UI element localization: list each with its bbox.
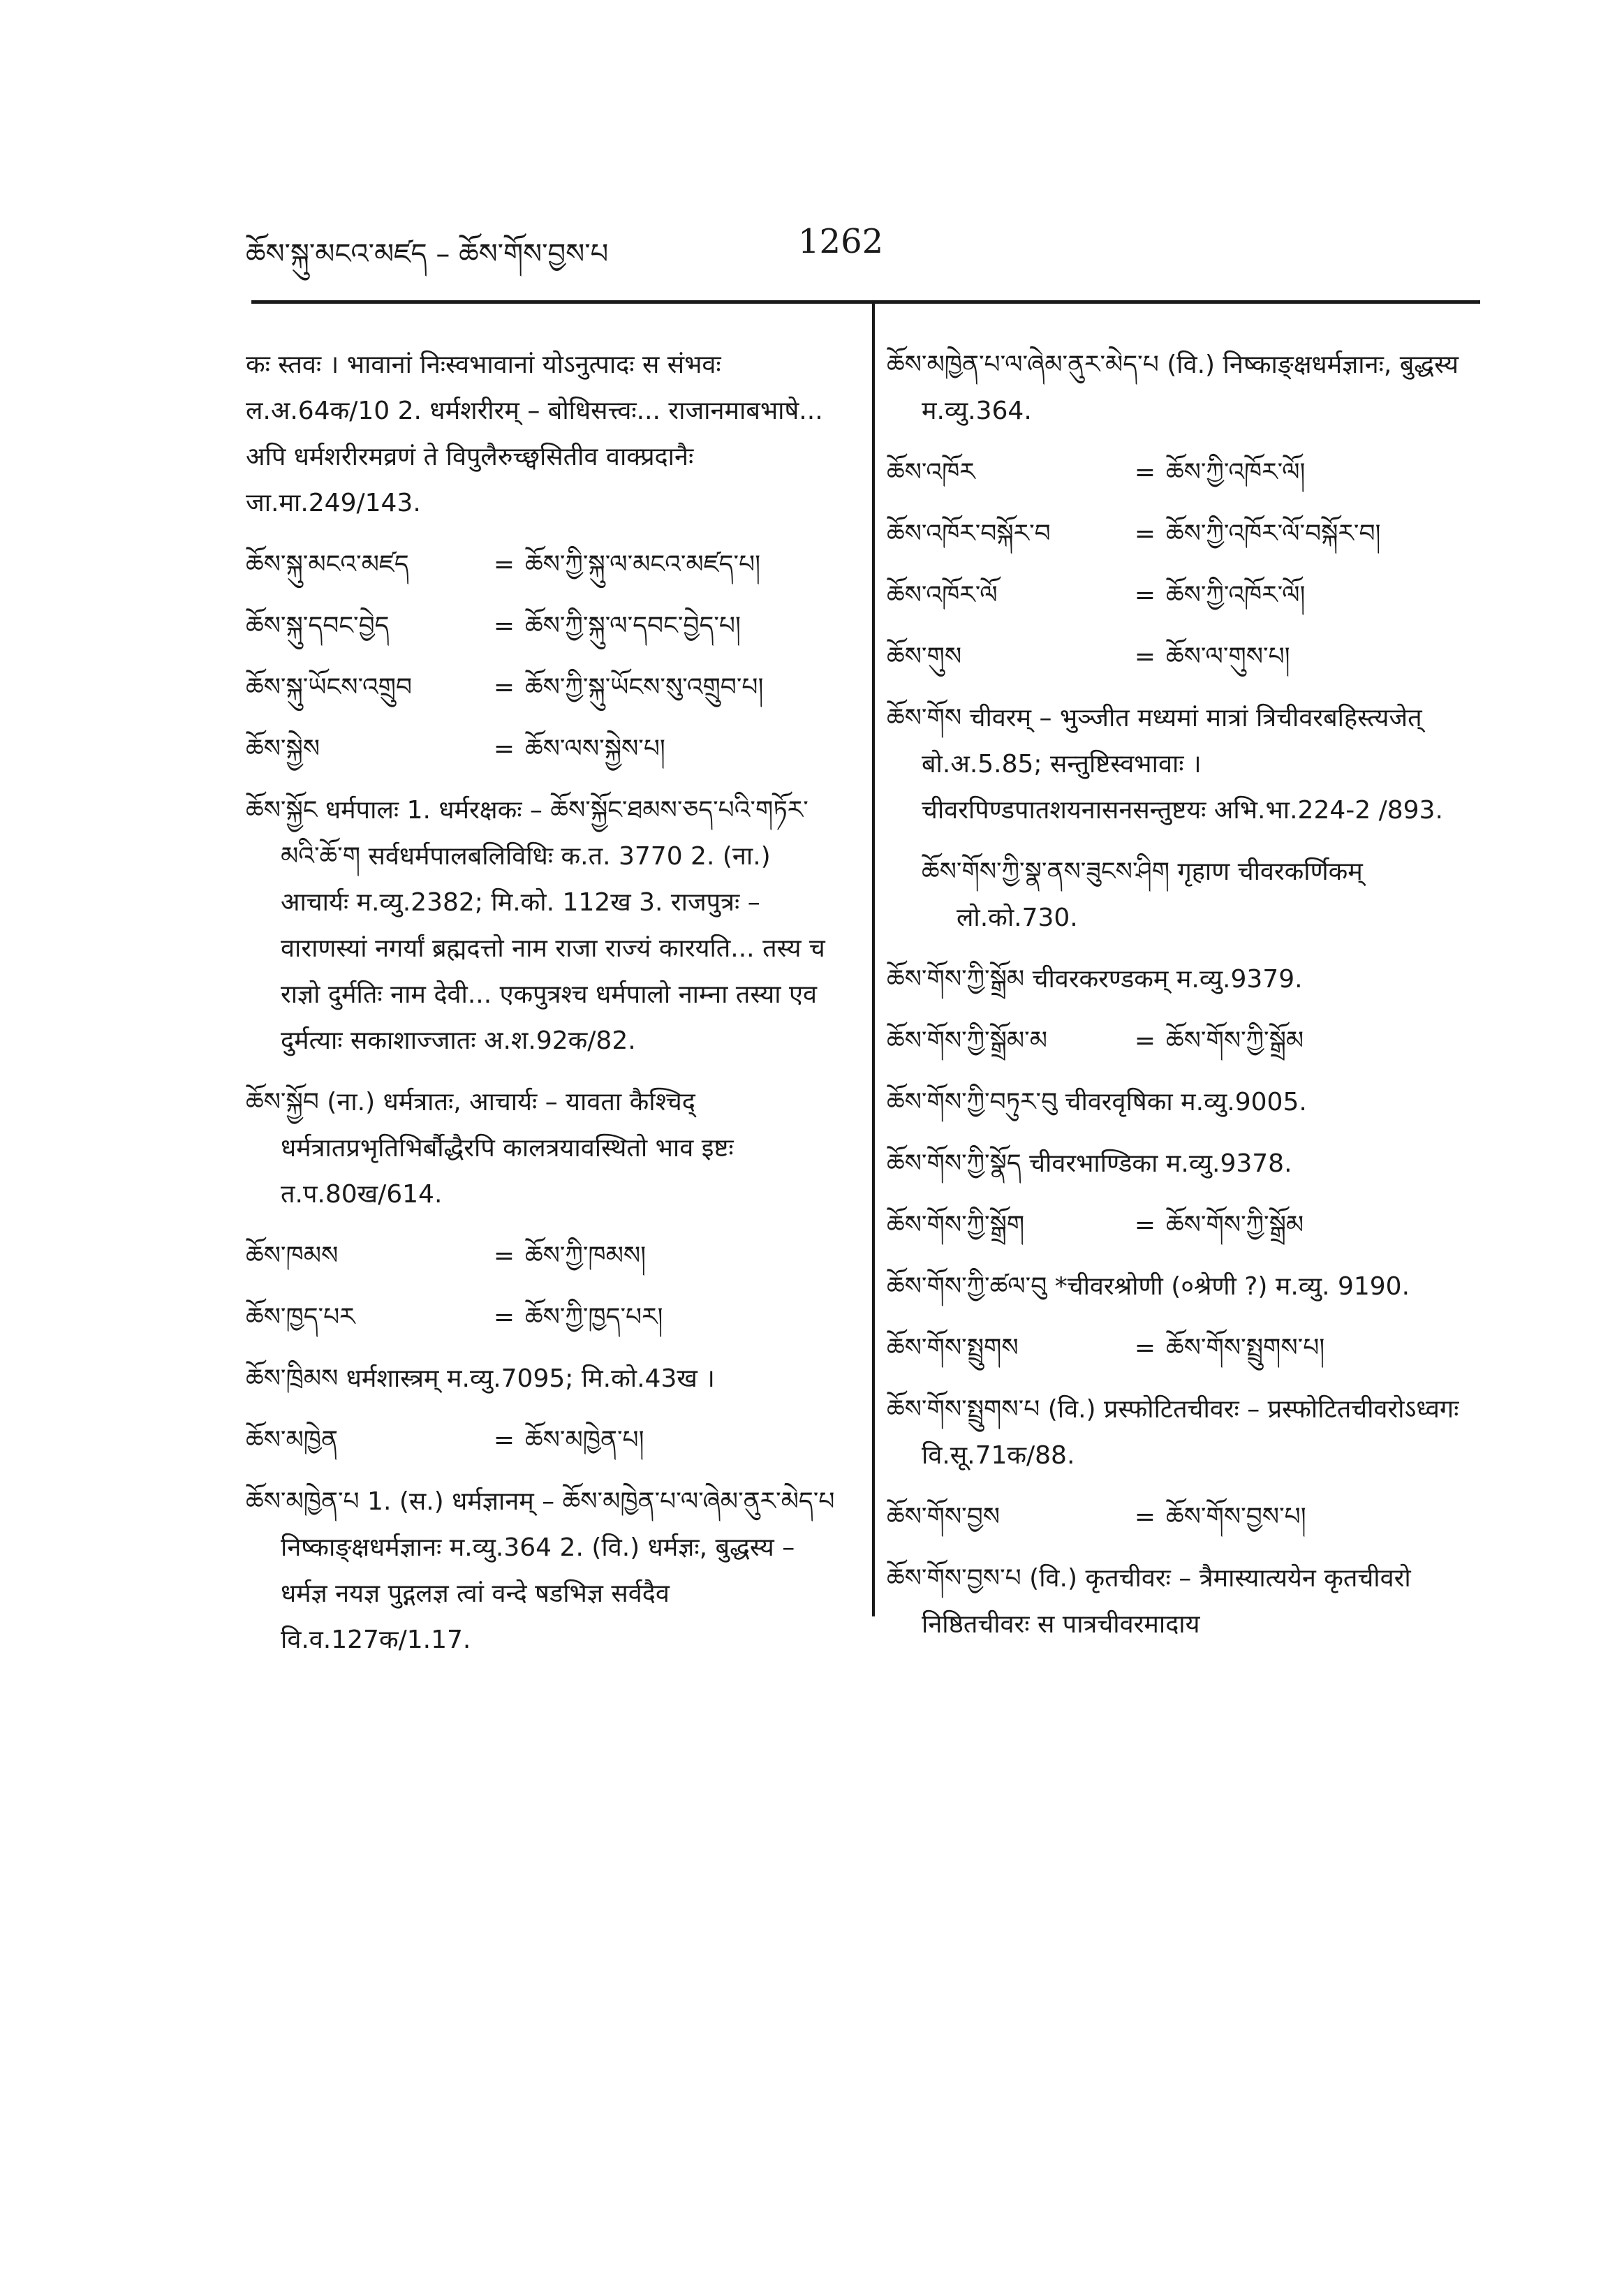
equals-sign: = bbox=[493, 550, 515, 579]
entry: ཆོས་གོས་བྱས་པ (वि.) कृतचीवरः – त्रैमास्यात्ययेन कृतचीवरो निष्ठितचीवरः स पात्रचीवरमादाय bbox=[887, 1564, 1411, 1639]
entry-crossref bbox=[246, 1295, 846, 1341]
crossref-target: ཆོས་ལ་གུས་པ། bbox=[1166, 642, 1290, 671]
crossref-target: ཆོས་ལས་སྐྱེས་པ། bbox=[525, 735, 665, 763]
entry-crossref bbox=[246, 603, 846, 649]
crossref-target: ཆོས་གོས་སྤྲུགས་པ། bbox=[1166, 1334, 1325, 1362]
entry-crossref bbox=[246, 1417, 846, 1464]
headword: ཆོས་སྐུ་ཡོངས་འགྲུབ bbox=[246, 673, 413, 702]
crossref-target: ཆོས་ཀྱི་འཁོར་ལོ། bbox=[1166, 458, 1306, 487]
entry-crossref bbox=[246, 1233, 846, 1279]
equals-sign: = bbox=[1134, 581, 1156, 610]
entry-crossref bbox=[887, 634, 1487, 680]
headword: ཆོས་སྐྱེས bbox=[246, 735, 320, 763]
entry: ཆོས་གོས་ཀྱི་སྣོད चीवरभाण्डिका म.व्यु.9378. bbox=[887, 1149, 1292, 1178]
entry: ཆོས་སྐྱོབ (ना.) धर्मत्रातः, आचार्यः – यावता कैश्चिद् धर्मत्रातप्रभृतिभिर्बौद्धैरपि कालत्रयावस्थितो भाव इष्टः त.प.80ख/614. bbox=[246, 1088, 734, 1209]
entry: ཆོས་སྐྱོང धर्मपालः 1. धर्मरक्षकः – ཆོས་སྐྱོང་ཐམས་ཅད་པའི་གཏོར་མའི་ཆོ་ག सर्वधर्मपालबलिविधिः क.त. 3770 2. (ना.) आचार्यः म.व्यु.2382; मि.को. 112ख 3. राजपुत्रः – वाराणस्यां नगर्यां ब्रह्मदत्तो नाम राजा राज्यं कारयति... तस्य च राज्ञो दुर्मतिः नाम देवी... एकपुत्रश्च धर्मपालो नाम्ना तस्या एव दुर्मत्याः सकाशाज्जातः अ.श.92क/82. bbox=[246, 796, 825, 1055]
headword: ཆོས་སྐུ་དབང་བྱེད bbox=[246, 612, 390, 640]
equals-sign: = bbox=[1134, 519, 1156, 548]
headword: ཆོས་གོས་ཀྱི་སྒྲོག bbox=[887, 1211, 1025, 1239]
crossref-target: ཆོས་ཀྱི་འཁོར་ལོ། bbox=[1166, 581, 1306, 610]
entry: ཆོས་མཁྱེན་པ 1. (स.) धर्मज्ञानम् – ཆོས་མཁྱེན་པ་ལ་ཞེམ་ནུར་མེད་པ निष्काङ्क्षधर्मज्ञानः म.व्यु.364 2. (वि.) धर्मज्ञः, बुद्धस्य – धर्मज्ञ नयज्ञ पुद्गलज्ञ त्वां वन्दे षडभिज्ञ सर्वदैव वि.व.127क/1.17. bbox=[246, 1487, 835, 1654]
crossref-target: ཆོས་ཀྱི་ཁམས། bbox=[525, 1241, 647, 1270]
entry: ཆོས་གོས चीवरम् – भुञ्जीत मध्यमां मात्रां त्रिचीवरबहिस्त्यजेत् बो.अ.5.85; सन्तुष्टिस्वभावाः । चीवरपिण्डपातशयनासनसन्तुष्टयः अभि.भा.224-2 /893. bbox=[887, 704, 1443, 825]
entry-crossref bbox=[246, 726, 846, 772]
equals-sign: = bbox=[493, 1241, 515, 1270]
crossref-target: ཆོས་མཁྱེན་པ། bbox=[525, 1426, 644, 1454]
entry: ཆོས་གོས་སྤྲུགས་པ (वि.) प्रस्फोटितचीवरः – प्रस्फोटितचीवरोऽध्वगः वि.सू.71क/88. bbox=[887, 1395, 1459, 1470]
entry-crossref bbox=[246, 665, 846, 711]
headword: ཆོས་ཁམས bbox=[246, 1241, 339, 1270]
left-column bbox=[246, 342, 846, 1679]
entry: ཆོས་ཁྲིམས धर्मशास्त्रम् म.व्यु.7095; मि.को.43ख । bbox=[246, 1364, 715, 1393]
equals-sign: = bbox=[1134, 1503, 1156, 1531]
running-head: ཆོས་སྐུ་མངའ་མཛད – ཆོས་གོས་བྱས་པ bbox=[246, 238, 609, 270]
entry-crossref bbox=[887, 1202, 1487, 1248]
headword: ཆོས་གོས་བྱས bbox=[887, 1503, 1001, 1531]
equals-sign: = bbox=[493, 1303, 515, 1332]
equals-sign: = bbox=[493, 673, 515, 702]
entry: ཆོས་གོས་ཀྱི་ཚལ་བུ *चीवरश्रोणी (०श्रेणी ?) म.व्यु. 9190. bbox=[887, 1272, 1410, 1301]
equals-sign: = bbox=[493, 735, 515, 763]
equals-sign: = bbox=[493, 612, 515, 640]
crossref-target: ཆོས་གོས་ཀྱི་སྒྲོམ bbox=[1166, 1211, 1304, 1239]
headword: ཆོས་སྐུ་མངའ་མཛད bbox=[246, 550, 409, 579]
entry: ཆོས་གོས་ཀྱི་བཏུར་བུ चीवरवृषिका म.व्यु.9005. bbox=[887, 1088, 1307, 1116]
crossref-target: ཆོས་ཀྱི་སྐུ་ལ་མངའ་མཛད་པ། bbox=[525, 550, 761, 579]
entry-crossref bbox=[887, 573, 1487, 619]
equals-sign: = bbox=[1134, 1334, 1156, 1362]
header-rule bbox=[251, 300, 1480, 304]
headword: ཆོས་གོས་སྤྲུགས bbox=[887, 1334, 1019, 1362]
entry-crossref bbox=[887, 1494, 1487, 1540]
page-number: 1262 bbox=[798, 222, 884, 261]
entry: ཆོས་གོས་ཀྱི་སྒྲོམ चीवरकरण्डकम् म.व्यु.9379. bbox=[887, 965, 1303, 994]
entry-crossref bbox=[246, 542, 846, 588]
entry-crossref bbox=[887, 511, 1487, 557]
headword: ཆོས་མཁྱེན bbox=[246, 1426, 338, 1454]
column-divider bbox=[872, 304, 875, 1616]
entry: ཆོས་མཁྱེན་པ་ལ་ཞེམ་ནུར་མེད་པ (वि.) निष्काङ्क्षधर्मज्ञानः, बुद्धस्य म.व्यु.364. bbox=[887, 351, 1459, 425]
crossref-target: ཆོས་གོས་ཀྱི་སྒྲོམ bbox=[1166, 1026, 1304, 1055]
crossref-target: ཆོས་ཀྱི་ཁྱད་པར། bbox=[525, 1303, 663, 1332]
crossref-target: ཆོས་ཀྱི་སྐུ་ཡོངས་སུ་འགྲུབ་པ། bbox=[525, 673, 764, 702]
entry-crossref bbox=[887, 450, 1487, 496]
headword: ཆོས་གོས་ཀྱི་སྒྲོམ་མ bbox=[887, 1026, 1048, 1055]
headword: ཆོས་ཁྱད་པར bbox=[246, 1303, 355, 1332]
crossref-target: ཆོས་གོས་བྱས་པ། bbox=[1166, 1503, 1306, 1531]
equals-sign: = bbox=[1134, 458, 1156, 487]
entry-crossref bbox=[887, 1325, 1487, 1371]
entry-crossref bbox=[887, 1018, 1487, 1064]
right-column bbox=[887, 342, 1487, 1663]
crossref-target: ཆོས་ཀྱི་འཁོར་ལོ་བསྐོར་བ། bbox=[1166, 519, 1381, 548]
equals-sign: = bbox=[1134, 642, 1156, 671]
equals-sign: = bbox=[493, 1426, 515, 1454]
equals-sign: = bbox=[1134, 1211, 1156, 1239]
headword: ཆོས་འཁོར bbox=[887, 458, 975, 487]
headword: ཆོས་འཁོར་བསྐོར་བ bbox=[887, 519, 1051, 548]
crossref-target: ཆོས་ཀྱི་སྐུ་ལ་དབང་བྱེད་པ། bbox=[525, 612, 741, 640]
equals-sign: = bbox=[1134, 1026, 1156, 1055]
headword: ཆོས་འཁོར་ལོ bbox=[887, 581, 998, 610]
entry-subentry: ཆོས་གོས་ཀྱི་སྣ་ནས་ཟུངས་ཤིག गृहाण चीवरकर्णिकम् लो.को.730. bbox=[922, 857, 1363, 932]
headword: ཆོས་གུས bbox=[887, 642, 962, 671]
entry-continuation: कः स्तवः । भावानां निःस्वभावानां योऽनुत्पादः स संभवः ल.अ.64क/10 2. धर्मशरीरम् – बोधिसत्त्वः... राजानमाबभाषे... अपि धर्मशरीरमव्रणं ते विपुलैरुच्छ्वसितीव वाक्प्रदानैः जा.मा.249/143. bbox=[246, 351, 823, 517]
